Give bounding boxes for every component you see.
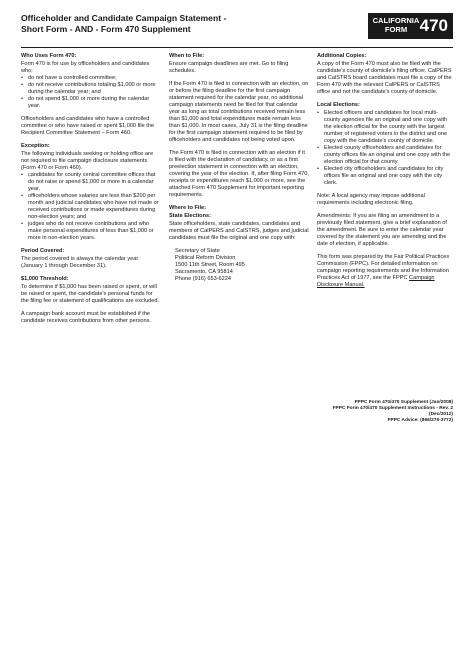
exception-intro: The following individuals seeking or holding office are not required to file campaign disclosure statements (Form 470 or Form 460).: [21, 151, 154, 171]
campaign-disclosure-manual-link[interactable]: Campaign Disclosure Manual.: [317, 275, 435, 288]
fppc-paragraph: [317, 254, 453, 289]
threshold-text: To determine if $1,000 has been raised or spent, or will be raised or spent, the candidate's personal funds for the filing fee or statement of qualifications are excluded.: [21, 284, 160, 304]
footer-line: FPPC Advice: (866/275-3772): [387, 418, 453, 423]
who-intro: Form 470 is for use by officeholders and candidates who:: [21, 61, 150, 74]
column-1: [21, 53, 161, 331]
address-line: 1500 11th Street, Room 495: [175, 262, 245, 268]
secretary-of-state-address: [175, 248, 309, 283]
when-heading: When to File:: [169, 53, 205, 59]
list-item: • candidates for county central committee offices that do not raise or spend $1,000 or more in a calendar year.: [21, 172, 161, 193]
list-item: • Elected officers and candidates for local multi-county agencies file an original and one copy with the election official for the county with the largest number of registered voters in the district and one copy with the candidate's county of domicile.: [317, 110, 453, 145]
exception-heading: Exception:: [21, 143, 50, 149]
who-paragraph-2: Officeholders and candidates who have a controlled committee or who have raised or spent $1,000 file the Recipient Committee Statement – Form 460.: [21, 116, 155, 136]
form-word: FORM: [384, 25, 408, 34]
copies-text: A copy of the Form 470 must also be filed with the candidate's county of domicile's filing officer. CalPERS and CalSTRS board candidates must file a copy of the Form 470 with the relevant CalPERS or CalSTRS office and not the candidate's county of domicile.: [317, 61, 452, 95]
when-paragraph-2: The Form 470 is filed in connection with an election if it is filed with the declaration of candidacy, or as a first preelection statement in connection with an election, covering the year of the election. If, after filing Form 470, receipts or expenditures reach $1,000 or more, see the attached Form 470 Supplement for important reporting requirements.: [169, 150, 309, 198]
list-item: • judges who do not receive contributions and who make personal expenditures of less than $1,000 or more in non-election years.: [21, 221, 161, 242]
state-elections-text: State officeholders, state candidates, candidates and members of CalPERS and CalSTRS, judges and judicial candidates must file the original and one copy with:: [169, 221, 309, 241]
list-item: • do not spend $1,000 or more during the calendar year.: [21, 96, 161, 110]
where-heading: Where to File:: [169, 205, 206, 211]
list-item: • Elected county officeholders and candidates for county offices file an original and one copy with the election official for that county.: [317, 145, 453, 166]
threshold-heading: $1,000 Threshold:: [21, 276, 69, 282]
period-heading: Period Covered:: [21, 248, 65, 254]
footer-line: FPPC Form 470/470 Supplement (Jan/2008): [354, 400, 453, 405]
period-text: The period covered is always the calendar year (January 1 through December 31).: [21, 256, 139, 269]
state-label: CALIFORNIA: [372, 16, 420, 25]
form-footer: [317, 400, 453, 424]
header-divider: [21, 47, 453, 48]
title-line-2: Short Form - AND - Form 470 Supplement: [21, 24, 191, 34]
exception-list: [21, 172, 161, 242]
column-3: [317, 53, 453, 295]
address-line: Political Reform Division: [175, 255, 236, 261]
local-elections-list: [317, 110, 453, 187]
state-elections-heading: State Elections:: [169, 213, 211, 219]
form-number-box: [368, 13, 453, 39]
local-elections-heading: Local Elections:: [317, 102, 360, 108]
fppc-text: This form was prepared by the Fair Political Practices Commission (FPPC). For detailed information on campaign reporting requirements and the Information Practices Act of 1977, see the FPPC: [317, 254, 450, 281]
note-text: Note: A local agency may impose additional requirements including electronic filing.: [317, 193, 425, 206]
form-number: 470: [419, 16, 448, 35]
copies-heading: Additional Copies:: [317, 53, 367, 59]
address-line: Secretary of State: [175, 248, 220, 254]
who-list: [21, 75, 161, 110]
list-item: • Elected city officeholders and candidates for city offices file an original and one copy with the city clerk.: [317, 166, 453, 187]
list-item: • officeholders whose salaries are less than $200 per month and judicial candidates who have not made or received contributions or made expenditures during non-election years; and: [21, 193, 161, 221]
who-heading: Who Uses Form 470:: [21, 53, 77, 59]
title-line-1: Officeholder and Candidate Campaign Statement -: [21, 13, 227, 23]
address-line: Sacramento, CA 95814: [175, 269, 233, 275]
address-line: Phone (916) 653-6224: [175, 276, 231, 282]
footer-line: FPPC Form 470/470 Supplement Instructions - Rev. 2 (Dec/2012): [332, 406, 453, 417]
list-item: • do not receive contributions totaling $1,000 or more during the calendar year; and: [21, 82, 161, 96]
column-2: [169, 53, 309, 289]
list-item: • do not have a controlled committee;: [21, 75, 161, 82]
bank-account-text: A campaign bank account must be established if the candidate receives contributions from other persons.: [21, 311, 151, 324]
page-title: [21, 13, 226, 35]
form-label: [372, 16, 420, 34]
when-intro: Ensure campaign deadlines are met. Go to filing schedules.: [169, 61, 289, 74]
form-header: [21, 13, 453, 47]
amendments-text: Amendments: If you are filing an amendment to a previously filed statement, give a brief explanation of the amendment. Be sure to enter the calendar year covered by the statement you are amending and the date of election, if applicable.: [317, 213, 447, 247]
when-paragraph-1: If the Form 470 is filed in connection with an election, on or before the filing deadline for the first campaign statement required for the calendar year, no additional campaign statements need be filed for that calendar year as long as total contributions received remain less than $1,000 and total expenditures made remain less than $1,000. In most cases, July 31 is the filing deadline for the first campaign statement required to be filed by officeholders and candidates not being voted upon.: [169, 81, 309, 143]
